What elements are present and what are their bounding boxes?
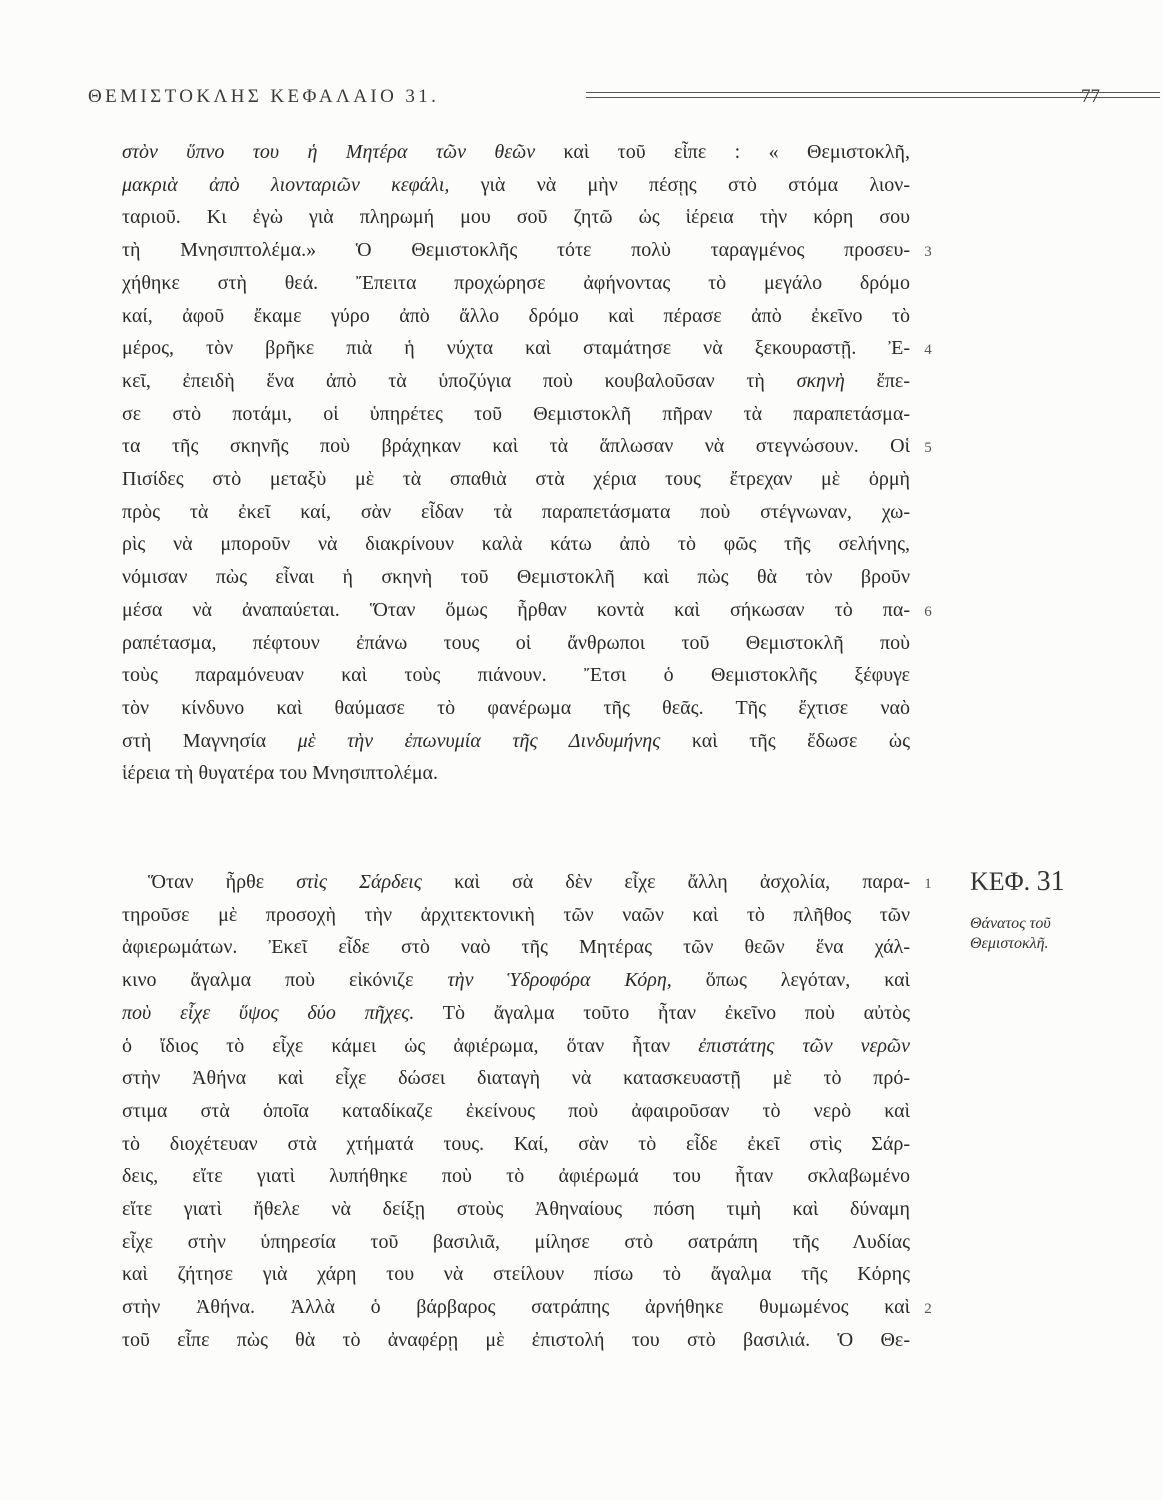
text-span: στὴν Ἀθήνα. Ἀλλὰ ὁ βάρβαρος σατράπης ἀρνήθηκε θυμωμένος καὶ <box>122 1296 910 1319</box>
margin-line-number: 1 <box>924 876 932 892</box>
text-span: κινο ἄγαλμα ποὺ εἰκόνιζε <box>122 969 448 992</box>
text-span: γιὰ νὰ μὴν πέσῃς στὸ στόμα λιον- <box>449 173 910 196</box>
text-span: ἱέρεια τὴ θυγατέρα του Μνησιπτολέμα. <box>122 762 439 785</box>
italic-text: σκηνὴ <box>796 369 845 392</box>
text-line <box>122 463 910 495</box>
text-line <box>122 201 910 233</box>
text-span: ὅπως λεγόταν, καὶ <box>671 969 911 992</box>
chapter-description-line: Θάνατος τοῦ <box>970 915 1051 932</box>
text-line <box>122 169 910 201</box>
chapter-description <box>970 914 1110 954</box>
text-line <box>148 866 910 898</box>
chapter-number: 31 <box>1036 866 1065 897</box>
text-span: πρὸς τὰ ἐκεῖ καί, σὰν εἶδαν τὰ παραπετάσματα ποὺ στέγνωναν, χω- <box>122 500 910 523</box>
text-line <box>122 1128 910 1160</box>
text-line <box>122 1062 910 1094</box>
chapter-heading <box>970 866 1110 898</box>
text-span: τὸ διοχέτευαν στὰ χτήματά τους. Καί, σὰν τὸ εἶδε ἐκεῖ στὶς Σάρ- <box>122 1132 910 1155</box>
text-span: εἶχε στὴν ὑπηρεσία τοῦ βασιλιᾶ, μίλησε στὸ σατράπη τῆς Λυδίας <box>122 1230 910 1253</box>
italic-text: στὶς Σάρδεις <box>296 871 422 893</box>
text-line <box>122 1291 910 1323</box>
margin-line-number: 4 <box>924 342 932 359</box>
margin-line-number: 6 <box>924 603 932 620</box>
chapter-description-line: Θεμιστοκλῆ. <box>970 935 1049 952</box>
text-span: ἀφιερωμάτων. Ἐκεῖ εἶδε στὸ ναὸ τῆς Μητέρας τῶν θεῶν ἕνα χάλ- <box>122 936 910 959</box>
italic-text: ποὺ εἶχε ὕψος δύο πῆχες. <box>122 1001 415 1024</box>
text-span: στιμα στὰ ὁποῖα καταδίκαζε ἐκείνους ποὺ ἀφαιροῦσαν τὸ νερὸ καὶ <box>122 1099 910 1122</box>
text-line <box>122 1226 910 1258</box>
italic-text: μὲ τὴν ἐπωνυμία τῆς Δινδυμήνης <box>297 729 661 752</box>
text-span: καὶ ζήτησε γιὰ χάρη του νὰ στείλουν πίσω τὸ ἄγαλμα τῆς Κόρης <box>122 1263 910 1286</box>
text-span: Πισίδες στὸ μεταξὺ μὲ τὰ σπαθιὰ στὰ χέρια τους ἔτρεχαν μὲ ὁρμὴ <box>122 468 910 490</box>
text-line <box>122 627 910 659</box>
text-line <box>122 136 910 168</box>
text-line <box>122 267 910 299</box>
text-span: καὶ τῆς ἔδωσε ὡς <box>660 729 910 752</box>
text-line <box>122 659 910 691</box>
text-line <box>122 398 910 430</box>
text-span: χήθηκε στὴ θεά. Ἔπειτα προχώρησε ἀφήνοντας τὸ μεγάλο δρόμο <box>122 271 910 294</box>
text-line <box>122 300 910 332</box>
text-line <box>122 997 910 1029</box>
text-span: δεις, εἴτε γιατὶ λυπήθηκε ποὺ τὸ ἀφιέρωμά του ἦταν σκλαβωμένο <box>122 1165 910 1188</box>
text-span: καὶ τοῦ εἶπε : « Θεμιστοκλῆ, <box>535 141 911 163</box>
text-span: τοὺς παραμόνευαν καὶ τοὺς πιάνουν. Ἔτσι ὁ Θεμιστοκλῆς ξέφυγε <box>122 664 910 687</box>
text-span: ρὶς νὰ μποροῦν νὰ διακρίνουν καλὰ κάτω ἀπὸ τὸ φῶς τῆς σελήνης, <box>122 533 910 556</box>
text-line <box>122 561 910 593</box>
text-span: σε στὸ ποτάμι, οἱ ὑπηρέτες τοῦ Θεμιστοκλῆ πῆραν τὰ παραπετάσμα- <box>122 402 910 425</box>
text-line <box>122 964 910 996</box>
text-line <box>122 899 910 931</box>
text-line <box>122 332 910 364</box>
text-span: τηροῦσε μὲ προσοχὴ τὴν ἀρχιτεκτονικὴ τῶν ναῶν καὶ τὸ πλῆθος τῶν <box>122 903 910 926</box>
text-span: ἔπε- <box>844 369 910 392</box>
italic-text: ἐπιστάτης τῶν νερῶν <box>698 1034 910 1057</box>
running-head <box>88 82 1100 112</box>
italic-text: μακριὰ ἀπὸ λιονταριῶν κεφάλι, <box>122 173 450 196</box>
page-number: 77 <box>1081 86 1100 107</box>
text-span: τα τῆς σκηνῆς ποὺ βράχηκαν καὶ τὰ ἅπλωσαν νὰ στεγνώσουν. Οἱ <box>122 435 910 458</box>
text-line <box>122 692 910 724</box>
text-span: τοῦ εἶπε πὼς θὰ τὸ ἀναφέρῃ μὲ ἐπιστολή του στὸ βασιλιά. Ὁ Θε- <box>122 1328 910 1351</box>
text-line <box>122 725 910 757</box>
text-line <box>122 757 910 789</box>
text-line <box>122 528 910 560</box>
text-line <box>122 365 910 397</box>
italic-text: στὸν ὕπνο του ἡ Μητέρα τῶν θεῶν <box>122 141 536 163</box>
text-span: μέσα νὰ ἀναπαύεται. Ὅταν ὅμως ἦρθαν κοντὰ καὶ σήκωσαν τὸ πα- <box>122 598 910 621</box>
text-span: μέρος, τὸν βρῆκε πιὰ ἡ νύχτα καὶ σταμάτησε νὰ ξεκουραστῇ. Ἐ- <box>122 337 910 360</box>
chapter-label: ΚΕΦ. <box>970 867 1031 896</box>
margin-line-number: 3 <box>924 244 932 261</box>
text-line <box>122 1095 910 1127</box>
text-span: κεῖ, ἐπειδὴ ἕνα ἀπὸ τὰ ὑποζύγια ποὺ κουβαλοῦσαν τὴ <box>122 369 797 392</box>
text-line <box>122 594 910 626</box>
text-span: ὁ ἴδιος τὸ εἶχε κάμει ὡς ἀφιέρωμα, ὅταν ἦταν <box>122 1034 699 1057</box>
text-line <box>122 1258 910 1290</box>
text-line <box>122 496 910 528</box>
italic-text: τὴν Ὑδροφόρα Κόρη, <box>447 969 672 992</box>
text-line <box>122 430 910 462</box>
text-span: εἴτε γιατὶ ἤθελε νὰ δείξῃ στοὺς Ἀθηναίους πόση τιμὴ καὶ δύναμη <box>122 1198 910 1220</box>
text-line <box>122 234 910 266</box>
text-span: τὴ Μνησιπτολέμα.» Ὁ Θεμιστοκλῆς τότε πολὺ ταραγμένος προσευ- <box>122 239 910 262</box>
text-span: καὶ σὰ δὲν εἶχε ἄλλη ἀσχολία, παρα- <box>421 871 911 893</box>
text-span: ταριοῦ. Κι ἐγὼ γιὰ πληρωμή μου σοῦ ζητῶ ὡς ἱέρεια τὴν κόρη σου <box>122 206 910 229</box>
text-line <box>122 1324 910 1356</box>
text-line <box>122 1160 910 1192</box>
text-line <box>122 1193 910 1225</box>
margin-line-number: 2 <box>924 1301 932 1318</box>
text-span: καί, ἀφοῦ ἔκαμε γύρο ἀπὸ ἄλλο δρόμο καὶ πέρασε ἀπὸ ἐκεῖνο τὸ <box>122 304 910 327</box>
text-line <box>122 931 910 963</box>
margin-line-number: 5 <box>924 440 932 457</box>
text-span: στὴ Μαγνησία <box>122 729 298 752</box>
text-span: Ὅταν ἦρθε <box>148 871 297 893</box>
running-head-rule <box>586 92 1160 98</box>
text-span: ραπέτασμα, πέφτουν ἐπάνω τους οἱ ἄνθρωποι τοῦ Θεμιστοκλῆ ποὺ <box>122 631 910 654</box>
text-span: Τὸ ἄγαλμα τοῦτο ἦταν ἐκεῖνο ποὺ αὐτὸς <box>414 1001 911 1024</box>
text-span: τὸν κίνδυνο καὶ θαύμασε τὸ φανέρωμα τῆς θεᾶς. Τῆς ἔχτισε ναὸ <box>122 696 910 719</box>
running-head-title: ΘΕΜΙΣΤΟΚΛΗΣ ΚΕΦΑΛΑΙΟ 31. <box>88 86 440 107</box>
text-span: στὴν Ἀθήνα καὶ εἶχε δώσει διαταγὴ νὰ κατασκευαστῇ μὲ τὸ πρό- <box>122 1067 910 1090</box>
text-line <box>122 1030 910 1062</box>
text-span: νόμισαν πὼς εἶναι ἡ σκηνὴ τοῦ Θεμιστοκλῆ καὶ πὼς θὰ τὸν βροῦν <box>122 566 910 589</box>
